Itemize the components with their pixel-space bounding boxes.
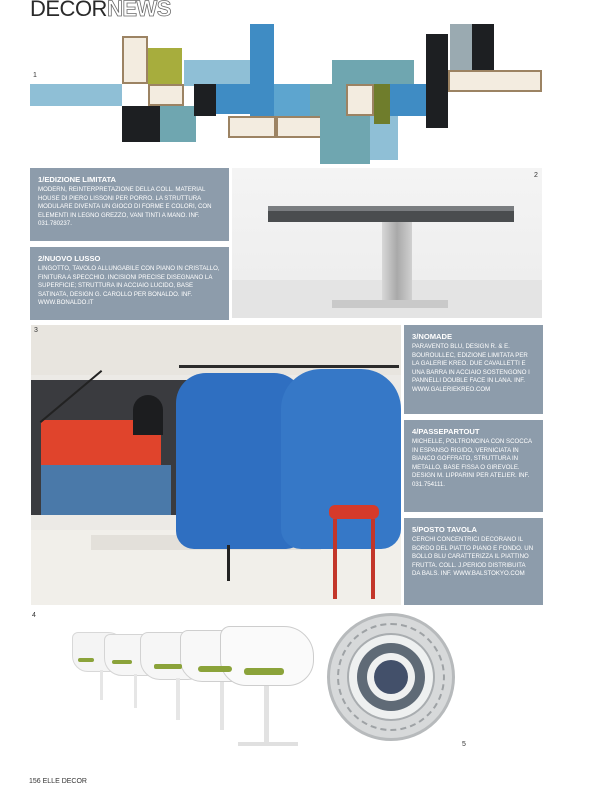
panel-heading: 1/EDIZIONE LIMITATA (38, 175, 117, 184)
chairs-photo (30, 610, 320, 770)
figure-number-5: 5 (462, 741, 466, 748)
panel-passepartout (404, 420, 543, 512)
panel-body: PARAVENTO BLU, DESIGN R. & E. BOUROULLEC, EDIZIONE LIMITATA PER LA GALERIE KREO. DUE CAVALLETTI E UNA BARRA IN ACCIAIO SOSTENGONO I PANNELLI DOUBLE FACE IN LANA. INF. WWW.GALERIEKREO.COM (412, 343, 530, 393)
masthead-news: NEWS (106, 0, 171, 21)
shelving-photo (28, 20, 548, 170)
masthead (30, 0, 171, 21)
panel-heading: 5/POSTO TAVOLA (412, 525, 477, 534)
masthead-decor: DECOR (30, 0, 107, 21)
figure-number-1: 1 (33, 72, 37, 79)
table-photo (232, 168, 542, 318)
panel-heading: 4/PASSEPARTOUT (412, 427, 480, 436)
panel-body: MICHELLE, POLTRONCINA CON SCOCCA IN ESPANSO RIGIDO, VERNICIATA IN BIANCO GOFFRATO, STRUTTURA IN METALLO, BASE FISSA O GIREVOLE. DESIGN M. LIPPARINI PER ATELIER. INF. 031.754111. (412, 438, 532, 488)
plate-photo (322, 603, 466, 753)
figure-number-4: 4 (32, 612, 36, 619)
panel-nomade (404, 325, 543, 414)
figure-number-3: 3 (34, 327, 38, 334)
panel-posto-tavola (404, 518, 543, 605)
screen-photo (31, 325, 401, 605)
panel-body: MODERN, REINTERPRETAZIONE DELLA COLL. MATERIAL HOUSE DI PIERO LISSONI PER PORRO. LA STRUTTURA MODULARE DIVENTA UN GIOCO DI FORME E COLORI, CON ELEMENTI IN LEGNO GREZZO, VANI TINTI A MANO. INF. 031.780237. (38, 186, 212, 228)
page-footer: 156 ELLE DECOR (29, 778, 87, 785)
panel-edizione-limitata (30, 168, 229, 241)
figure-number-2: 2 (534, 172, 538, 179)
panel-body: LINGOTTO, TAVOLO ALLUNGABILE CON PIANO IN CRISTALLO, FINITURA A SPECCHIO. INCISIONI PRECISE DISEGNANO LA SUPERFICIE; STRUTTURA IN ACCIAIO LUCIDO, BASE SATINATA, DESIGN G. CAROLLO PER BONALDO. INF. WWW.BONALDO.IT (38, 265, 220, 307)
panel-heading: 2/NUOVO LUSSO (38, 254, 101, 263)
panel-nuovo-lusso (30, 247, 229, 320)
panel-heading: 3/NOMADE (412, 332, 453, 341)
panel-body: CERCHI CONCENTRICI DECORANO IL BORDO DEL PIATTO PIANO E FONDO. UN BOLLO BLU CARATTERIZZA IL PIATTINO FRUTTA. COLL. J.PERIOD DISTRIBUITA DA BALS. INF. WWW.BALSTOKYO.COM (412, 536, 534, 578)
